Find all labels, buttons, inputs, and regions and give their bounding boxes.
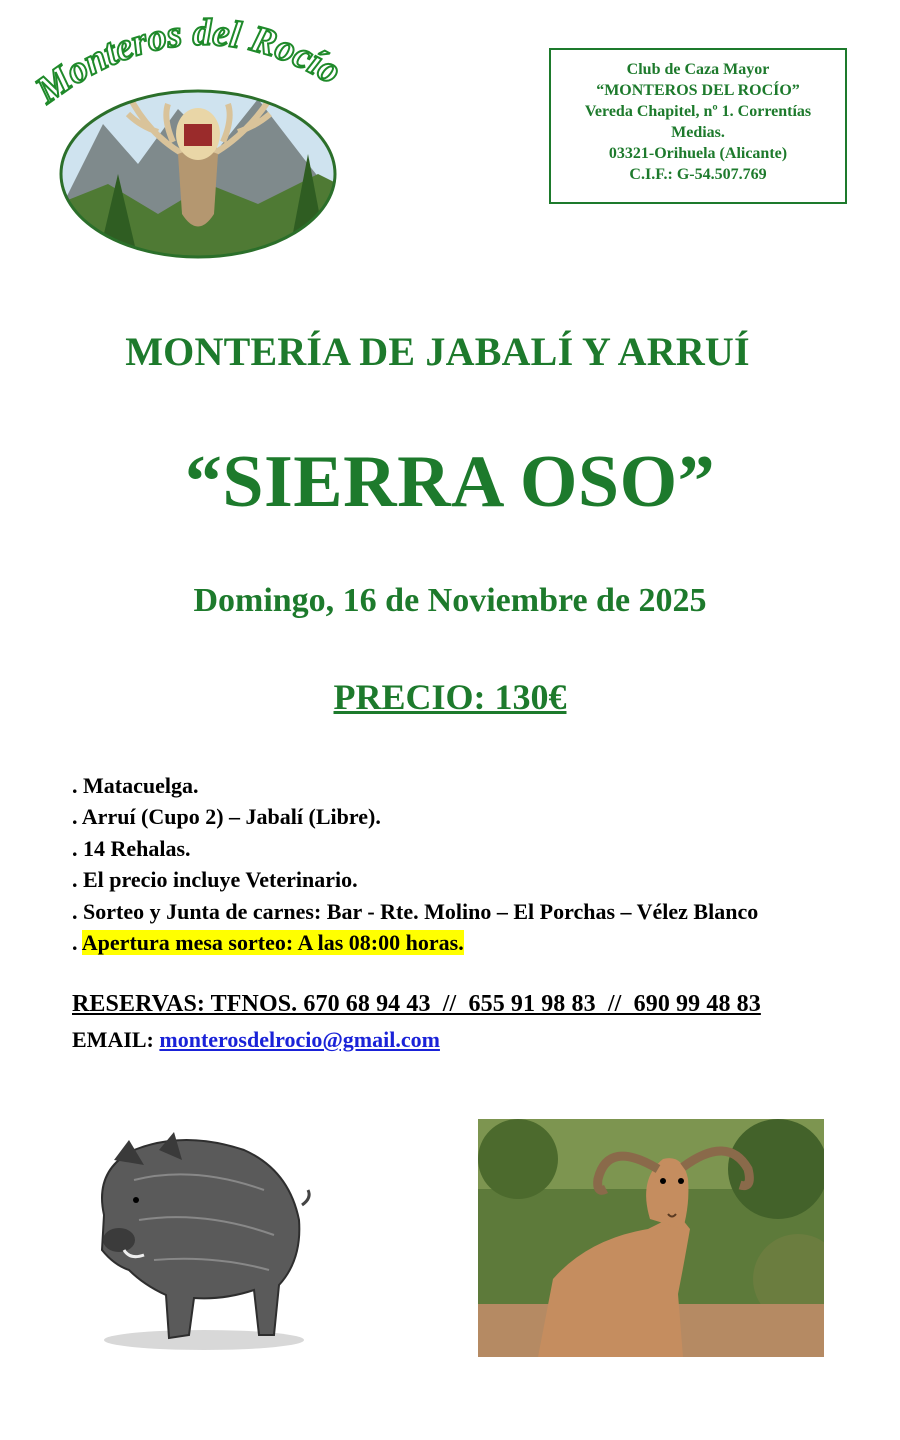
email-link[interactable]: monterosdelrocio@gmail.com xyxy=(159,1027,440,1052)
opening-time-highlight: Apertura mesa sorteo: A las 08:00 horas. xyxy=(81,930,464,956)
club-cif: C.I.F.: G-54.507.769 xyxy=(629,166,767,183)
detail-item: . Arruí (Cupo 2) – Jabalí (Libre). xyxy=(72,804,381,830)
highlight-prefix: . xyxy=(72,930,82,956)
arrui-photo xyxy=(478,1119,824,1357)
boar-illustration xyxy=(74,1120,314,1365)
club-name: “MONTEROS DEL ROCÍO” xyxy=(596,82,800,99)
email-label: EMAIL: xyxy=(72,1027,160,1052)
logo-text: Monteros del Rocío xyxy=(28,14,349,112)
club-type: Club de Caza Mayor xyxy=(626,61,770,78)
club-logo xyxy=(28,14,368,259)
club-info-box xyxy=(549,48,847,204)
detail-item: . Sorteo y Junta de carnes: Bar - Rte. Molino – El Porchas – Vélez Blanco xyxy=(72,898,759,924)
detail-item: . El precio incluye Veterinario. xyxy=(72,867,358,893)
email-line xyxy=(72,1027,440,1053)
event-price: PRECIO: 130€ xyxy=(333,677,567,717)
event-name: “SIERRA OSO” xyxy=(184,441,716,523)
event-title: MONTERÍA DE JABALÍ Y ARRUÍ xyxy=(125,329,750,374)
club-city: 03321-Orihuela (Alicante) xyxy=(608,145,788,162)
detail-item: . 14 Rehalas. xyxy=(72,835,191,861)
detail-item-highlighted xyxy=(72,927,758,958)
detail-item: . Matacuelga. xyxy=(72,773,199,798)
event-details xyxy=(72,770,758,958)
reservations-phones: RESERVAS: TFNOS. 670 68 94 43 // 655 91 98 83 // 690 99 48 83 xyxy=(72,991,761,1017)
event-date: Domingo, 16 de Noviembre de 2025 xyxy=(193,582,707,619)
club-address: Vereda Chapitel, nº 1. Correntías Medias. xyxy=(584,103,812,141)
